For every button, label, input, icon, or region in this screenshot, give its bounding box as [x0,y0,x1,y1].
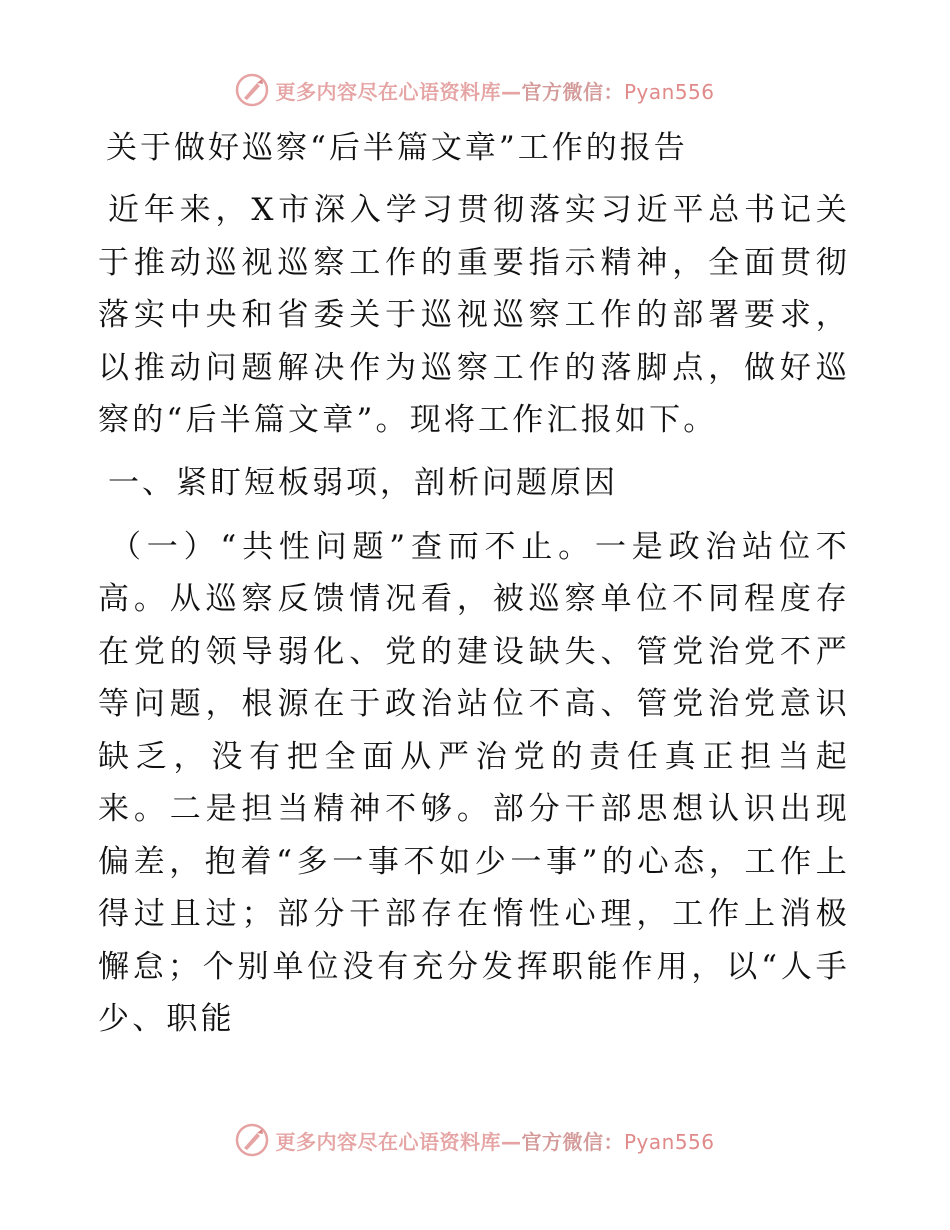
watermark-header [0,70,950,110]
watermark-brand: 更多内容尽在心语资料库 [275,79,501,104]
watermark-text [275,1126,714,1155]
section-heading: 一、紧盯短板弱项，剖析问题原因 [108,464,618,501]
watermark-footer [0,1120,950,1160]
quill-pen-logo-icon [235,73,269,107]
document-body [98,122,850,1056]
section-paragraph: （一）“共性问题”查而不止。一是政治站位不高。从巡察反馈情况看，被巡察单位不同程度存在党的领导弱化、党的建设缺失、管党治党不严等问题，根源在于政治站位不高、管党治党意识缺乏，没有把全面从严治党的责任真正担当起来。二是担当精神不够。部分干部思想认识出现偏差，抱着“多一事不如少一事”的心态，工作上得过且过；部分干部存在惰性心理，工作上消极懈怠；个别单位没有充分发挥职能作用，以“人手少、职能 [98,528,850,1037]
watermark-label: 官方微信： [521,1129,624,1154]
watermark-text [275,76,714,105]
watermark-handle: Pyan556 [623,79,715,104]
intro-paragraph: 近年来，X市深入学习贯彻落实习近平总书记关于推动巡视巡察工作的重要指示精神，全面贯彻落实中央和省委关于巡视巡察工作的部署要求，以推动问题解决作为巡察工作的落脚点，做好巡察的“后半篇文章”。现将工作汇报如下。 [98,192,850,438]
watermark-dash: — [500,79,522,104]
watermark-brand: 更多内容尽在心语资料库 [275,1129,501,1154]
watermark-dash: — [500,1129,522,1154]
watermark-handle: Pyan556 [623,1129,715,1154]
quill-pen-logo-icon [235,1123,269,1157]
watermark-label: 官方微信： [521,79,624,104]
document-title: 关于做好巡察“后半篇文章”工作的报告 [106,130,688,166]
